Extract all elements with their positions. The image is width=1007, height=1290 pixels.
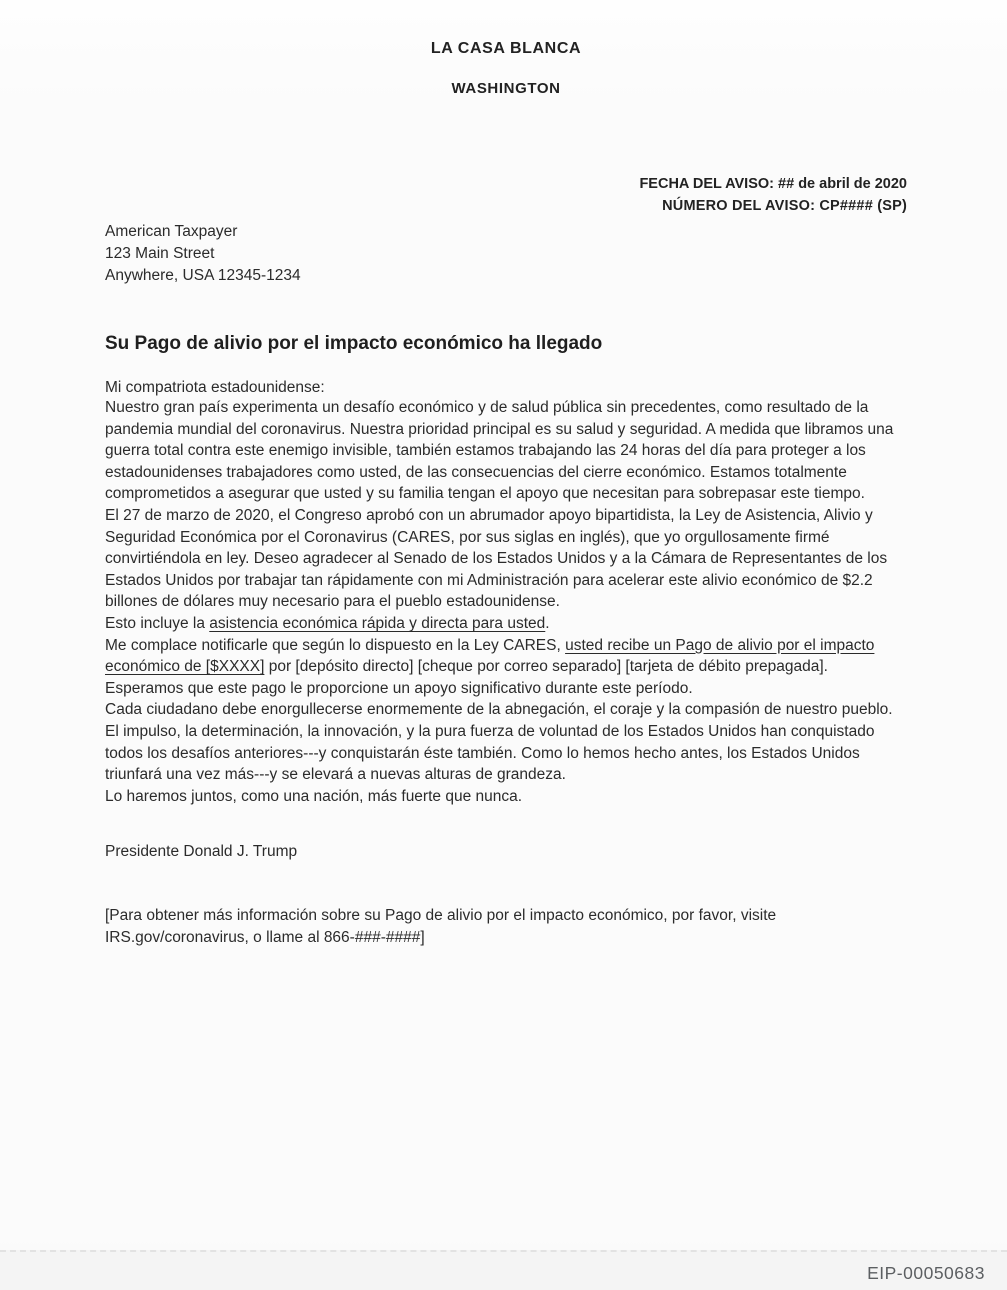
notice-block <box>105 173 907 217</box>
paragraph-payment-notification <box>105 635 907 700</box>
notice-number-line <box>105 195 907 217</box>
paragraph-citizen-pride: Cada ciudadano debe enorgullecerse enormemente de la abnegación, el coraje y la compasión de nuestro pueblo. El impulso, la determinación, la innovación, y la pura fuerza de voluntad de los Estados Unidos han conquistado todos los desafíos anteriores---y conquistarán éste también. Como lo hemos hecho antes, los Estados Unidos triunfará una vez más---y se elevará a nuevas alturas de grandeza. <box>105 701 893 784</box>
paragraph-payment-notification-underlined: usted recibe un Pago de alivio por el impacto económico de [$XXXX] <box>105 636 875 676</box>
letterhead <box>105 0 907 97</box>
recipient-street: 123 Main Street <box>105 245 215 262</box>
paragraph-pandemic-response: Nuestro gran país experimenta un desafío económico y de salud pública sin precedentes, como resultado de la pandemia mundial del coronavirus. Nuestra prioridad principal es su salud y seguridad. A medida que libramos una guerra total contra este enemigo invisible, también estamos trabajando las 24 horas del día para proteger a los estadounidenses trabajadores como usted, de las consecuencias del cierre económico. Estamos totalmente comprometidos a asegurar que usted y su familia tengan el apoyo que necesitan para sobrepasar este tiempo. <box>105 399 894 503</box>
signature: Presidente Donald J. Trump <box>105 843 298 861</box>
recipient-name: American Taxpayer <box>105 223 238 240</box>
paragraph-direct-assistance-post: . <box>545 614 550 632</box>
notice-date-line <box>105 173 907 195</box>
paragraph-closing-statement: Lo haremos juntos, como una nación, más fuerte que nunca. <box>105 787 523 805</box>
notice-number-value: CP#### (SP) <box>819 198 907 214</box>
footer-info-note: [Para obtener más información sobre su Pago de alivio por el impacto económico, por favor, visite IRS.gov/coronavirus, o llame al 866-###-####] <box>105 907 777 946</box>
recipient-address <box>105 221 907 287</box>
paragraph-cares-act: El 27 de marzo de 2020, el Congreso aprobó con un abrumador apoyo bipartidista, la Ley de Asistencia, Alivio y Seguridad Económica por el Coronavirus (CARES, por sus siglas en inglés), que yo orgullosamente firmé convirtiéndola en ley. Deseo agradecer al Senado de los Estados Unidos y a la Cámara de Representantes de los Estados Unidos por trabajar tan rápidamente con mi Administración para acelerar este alivio económico de $2.2 billones de dólares muy necesario para el pueblo estadounidense. <box>105 506 888 611</box>
salutation: Mi compatriota estadounidense: <box>105 379 325 396</box>
scan-page-edge <box>0 1250 1007 1290</box>
paragraph-direct-assistance <box>105 613 907 635</box>
notice-date-value: ## de abril de 2020 <box>778 176 907 192</box>
notice-number-label: NÚMERO DEL AVISO: <box>662 198 816 214</box>
letter-body <box>105 397 907 807</box>
subject-heading: Su Pago de alivio por el impacto económico ha llegado <box>105 333 603 354</box>
letterhead-subtitle: WASHINGTON <box>451 80 561 97</box>
paragraph-direct-assistance-underlined: asistencia económica rápida y directa para usted <box>209 614 546 632</box>
paragraph-direct-assistance-pre: Esto incluye la <box>105 614 210 632</box>
letterhead-title: LA CASA BLANCA <box>430 40 582 57</box>
recipient-city-state-zip: Anywhere, USA 12345-1234 <box>105 267 301 284</box>
paragraph-payment-notification-post: por [depósito directo] [cheque por correo separado] [tarjeta de débito prepagada]. Esperamos que este pago le proporcione un apoyo significativo durante este período. <box>105 658 828 697</box>
notice-date-label: FECHA DEL AVISO: <box>639 176 774 192</box>
paragraph-payment-notification-pre: Me complace notificarle que según lo dispuesto en la Ley CARES, <box>105 636 566 654</box>
document-id: EIP-00050683 <box>867 1263 985 1283</box>
